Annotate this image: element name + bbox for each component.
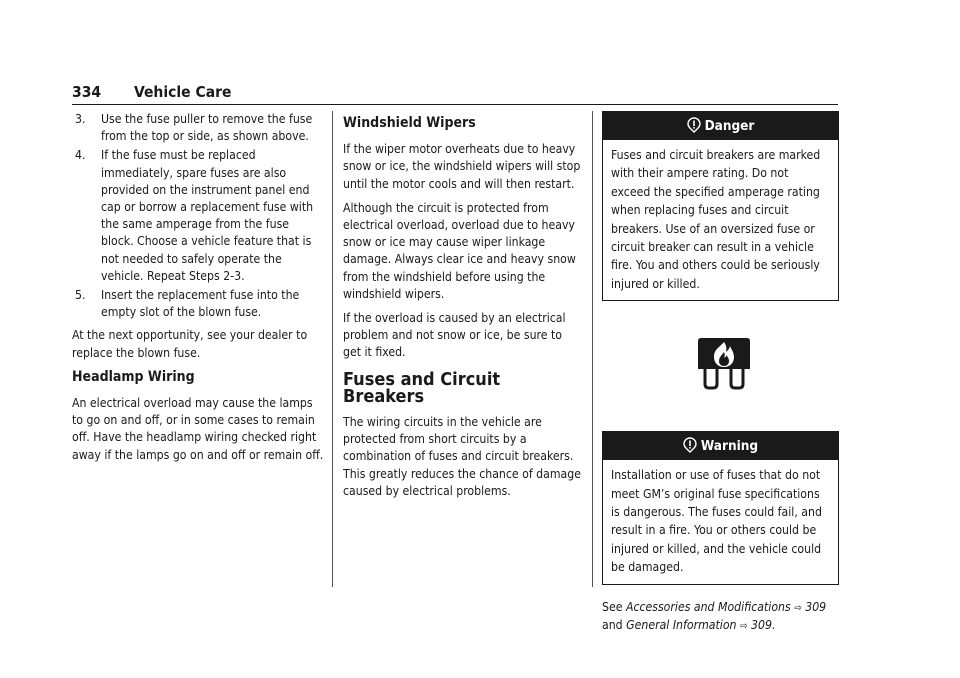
- fuses-paragraph: The wiring circuits in the vehicle are protected from short circuits by a combination of fuses and circuit breakers. This greatly reduces the chance of damage caused by electrical problems.: [343, 415, 581, 498]
- windshield-wipers-heading: Windshield Wipers: [343, 115, 476, 131]
- column-right: [602, 111, 839, 642]
- column-divider: [332, 111, 333, 587]
- headlamp-wiring-heading: Headlamp Wiring: [72, 368, 195, 385]
- section-title: Vehicle Care: [134, 83, 232, 101]
- page-header: [72, 82, 838, 105]
- alert-icon: [687, 117, 701, 133]
- fuse-replacement-steps: [72, 111, 324, 321]
- danger-header: Danger: [603, 112, 838, 140]
- warning-text: Installation or use of fuses that do not meet GM’s original fuse specifications is dangerous. The fuses could fail, and result in a fire. You or others could be injured or killed, and the vehicle could be damaged.: [611, 468, 822, 575]
- alert-icon: [683, 437, 697, 453]
- wipers-paragraph: If the wiper motor overheats due to heavy snow or ice, the windshield wipers will stop until the motor cools and will then restart.: [343, 142, 581, 191]
- page-arrow-icon: ⇨: [794, 602, 802, 614]
- column-middle: [343, 111, 583, 507]
- list-item: 5. Insert the replacement fuse into the empty slot of the blown fuse.: [75, 288, 300, 320]
- list-item: 3. Use the fuse puller to remove the fuse from the top or side, as shown above.: [75, 112, 313, 144]
- column-left: [72, 111, 324, 471]
- page-ref[interactable]: 309: [805, 599, 827, 614]
- column-divider: [592, 111, 593, 587]
- general-info-link[interactable]: General Information: [626, 617, 737, 632]
- headlamp-paragraph: An electrical overload may cause the lamps to go on and off, or in some cases to remain off. Have the headlamp wiring checked right away if the lamps go on and off or remain off.: [72, 396, 324, 462]
- danger-text: Fuses and circuit breakers are marked with their ampere rating. Do not exceed the specified amperage rating when replacing fuses and circuit breakers. Use of an oversized fuse or circuit breaker can result in a vehicle fire. You and others could be seriously injured or killed.: [611, 148, 821, 291]
- page-ref[interactable]: 309: [751, 617, 772, 632]
- see-reference: See Accessories and Modifications ⇨ 309 and General Information ⇨ 309.: [602, 599, 827, 632]
- wipers-paragraph: If the overload is caused by an electrical problem and not snow or ice, be sure to get it fixed.: [343, 311, 566, 360]
- warning-header: Warning: [603, 432, 838, 460]
- fuse-fire-icon: [696, 336, 752, 390]
- page-number: 334: [72, 83, 102, 101]
- dealer-paragraph: At the next opportunity, see your dealer to replace the blown fuse.: [72, 328, 308, 360]
- wipers-paragraph: Although the circuit is protected from electrical overload, overload due to heavy snow or ice may cause wiper linkage damage. Always clear ice and heavy snow from the windshield before using the windshield wipers.: [343, 200, 576, 301]
- accessories-link[interactable]: Accessories and Modifications: [625, 599, 791, 614]
- list-item: 4. If the fuse must be replaced immediately, spare fuses are also provided on the instrument panel end cap or borrow a replacement fuse with the same amperage from the fuse block. Choose a vehicle feature that is not needed to safely operate the vehicle. Repeat Steps 2-3.: [75, 148, 314, 283]
- fuse-figure: [602, 315, 839, 431]
- fuses-heading: Fuses and Circuit Breakers: [343, 368, 501, 407]
- danger-box: [602, 111, 839, 301]
- warning-box: [602, 431, 839, 584]
- page-arrow-icon: ⇨: [739, 620, 748, 632]
